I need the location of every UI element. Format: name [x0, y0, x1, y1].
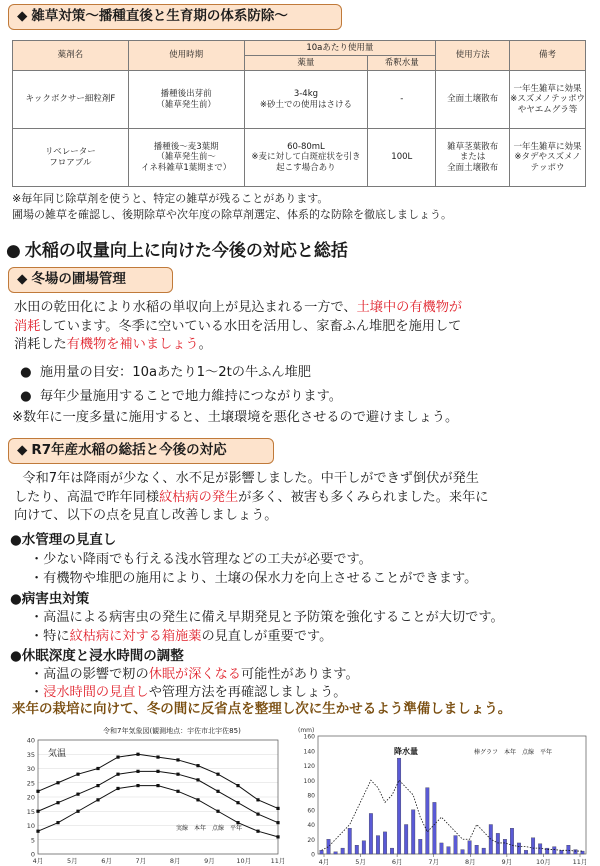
data-point — [276, 807, 279, 810]
section-title: R7年産水稲の総括と今後の対応 — [31, 442, 227, 458]
diamond-icon: ◆ — [17, 442, 28, 458]
x-tick-label: 8月 — [169, 857, 181, 865]
data-point — [216, 773, 219, 776]
rain-bar — [461, 850, 465, 854]
data-point — [276, 835, 279, 838]
y-tick-label: 80 — [307, 792, 315, 800]
section-header-summary — [8, 438, 274, 464]
rain-bar — [538, 844, 542, 854]
data-point — [136, 770, 139, 773]
y-tick-label: 20 — [26, 793, 35, 802]
x-tick-label: 10月 — [536, 858, 551, 866]
section-header-winter — [8, 267, 173, 293]
series-label: 気温 — [48, 749, 67, 759]
y-tick-label: 40 — [307, 822, 315, 829]
data-point — [36, 790, 39, 793]
section-title: 雑草対策～播種直後と生育期の体系防除～ — [31, 8, 288, 24]
x-tick-label: 5月 — [355, 858, 366, 866]
data-point — [56, 821, 59, 824]
bullet-dot-icon: ● — [20, 365, 32, 380]
x-tick-label: 7月 — [135, 857, 147, 865]
legend-label: 棒グラフ 本年 点線 平年 — [474, 749, 553, 756]
rain-bar — [503, 839, 507, 854]
y-tick-label: 5 — [30, 836, 35, 845]
x-tick-label: 5月 — [66, 857, 78, 865]
header-remarks: 備考 — [510, 41, 586, 71]
rain-bar — [468, 841, 472, 854]
header-water: 希釈水量 — [368, 56, 436, 71]
x-tick-label: 8月 — [464, 858, 476, 866]
cell-name: キックボクサー細粒剤F — [13, 71, 129, 129]
data-point — [236, 801, 239, 804]
cell-remarks: 一年生雑草に効果 ※スズメノテッポウ やヤエムグラ等 — [510, 71, 586, 129]
list-item: ・高温の影響で籾の休眠が深くなる可能性があります。 — [30, 667, 359, 682]
y-tick-label: 30 — [26, 765, 35, 773]
y-tick-label: 100 — [303, 777, 315, 785]
rain-bar — [390, 848, 394, 854]
cell-water: 100L — [368, 129, 436, 187]
rain-bar — [496, 833, 500, 854]
rain-bar — [419, 839, 423, 854]
section-header-weed — [8, 4, 342, 30]
cell-timing: 播種後出芽前 （雑草発生前） — [128, 71, 244, 129]
rain-bar — [404, 825, 408, 855]
y-tick-label: 25 — [26, 779, 35, 788]
subheading-pest: ●病害虫対策 — [10, 591, 90, 607]
x-tick-label: 9月 — [501, 858, 513, 866]
rain-bar — [433, 802, 437, 854]
data-point — [156, 756, 159, 759]
data-point — [256, 798, 259, 801]
y-tick-label: 60 — [307, 807, 315, 815]
table-row — [13, 71, 586, 129]
rain-bar — [560, 850, 564, 854]
bullet-item: ● 施用量の目安：10aあたり1～2tの牛ふん堆肥 — [20, 365, 311, 380]
rain-bar — [327, 839, 331, 854]
cell-chem: 3-4kg ※砂土での使用はさける — [244, 71, 368, 129]
data-point — [36, 810, 39, 813]
data-point — [236, 784, 239, 787]
rain-bar — [517, 843, 521, 854]
cell-method: 全面土壌散布 — [436, 71, 510, 129]
cell-remarks: 一年生雑草に効果 ※タデやスズメノ テッポウ — [510, 129, 586, 187]
table-row — [13, 129, 586, 187]
x-tick-label: 11月 — [270, 857, 286, 865]
rain-bar — [567, 845, 571, 854]
data-point — [196, 764, 199, 767]
y-tick-label: 140 — [303, 748, 315, 756]
data-point — [216, 810, 219, 813]
rain-bar — [362, 841, 366, 854]
cell-name: リベレーター フロアブル — [13, 129, 129, 187]
rain-bar — [440, 843, 444, 854]
cell-chem: 60-80mL ※麦に対して白斑症状を引き 起こす場合あり — [244, 129, 368, 187]
header-amount: 10aあたり使用量 — [244, 41, 436, 56]
y-tick-label: 120 — [303, 763, 315, 770]
section-title: 冬場の圃場管理 — [31, 271, 126, 287]
y-tick-label: 40 — [26, 736, 35, 745]
rain-bar — [341, 848, 345, 854]
data-point — [36, 830, 39, 833]
bullet-dot-icon: ● — [20, 389, 32, 404]
rain-bar — [510, 828, 514, 854]
subheading-water: ●水管理の見直し — [10, 532, 117, 548]
header-method: 使用方法 — [436, 41, 510, 71]
diamond-icon: ◆ — [17, 271, 28, 287]
series-label: 降水量 — [394, 747, 418, 756]
y-tick-label: 35 — [26, 750, 35, 759]
herbicide-table — [12, 40, 586, 187]
x-tick-label: 6月 — [101, 857, 112, 865]
rain-bar — [447, 847, 451, 854]
data-point — [116, 787, 119, 790]
temperature-chart-svg — [8, 722, 290, 866]
data-point — [176, 758, 179, 761]
rain-bar — [397, 758, 401, 854]
rain-bar — [348, 828, 352, 854]
unit-label: (mm) — [298, 727, 315, 734]
note-line: ※毎年同じ除草剤を使うと、特定の雑草が残ることがあります。 — [12, 192, 329, 205]
data-point — [76, 793, 79, 796]
data-point — [216, 790, 219, 793]
rain-bar — [581, 851, 585, 854]
rain-bar — [531, 838, 535, 854]
header-chem: 薬量 — [244, 56, 368, 71]
data-point — [236, 821, 239, 824]
series-line — [38, 754, 278, 808]
data-point — [256, 813, 259, 816]
x-tick-label: 6月 — [391, 858, 403, 866]
y-tick-label: 0 — [311, 851, 315, 859]
rain-bar — [553, 847, 557, 854]
cell-water: - — [368, 71, 436, 129]
data-point — [136, 784, 139, 787]
rain-bar — [482, 848, 486, 854]
data-point — [176, 790, 179, 793]
x-tick-label: 4月 — [32, 857, 44, 865]
note-line: ※数年に一度多量に施用すると、土壌環境を悪化させるので避けましょう。 — [12, 410, 459, 425]
list-item: ・浸水時間の見直しや管理方法を再確認しましょう。 — [30, 685, 347, 700]
rain-bar — [524, 850, 528, 854]
x-tick-label: 11月 — [572, 858, 588, 866]
rain-bar — [475, 845, 479, 854]
diamond-icon: ◆ — [17, 8, 28, 24]
y-tick-label: 20 — [307, 836, 315, 844]
data-point — [176, 773, 179, 776]
rain-bar — [454, 836, 458, 854]
rainfall-chart-svg — [296, 722, 592, 866]
list-item: ・有機物や堆肥の施用により、土壌の保水力を向上させることができます。 — [30, 571, 478, 586]
bullet-item: ● 毎年少量施用することで地力維持につながります。 — [20, 389, 342, 404]
x-tick-label: 7月 — [428, 858, 440, 866]
header-timing: 使用時期 — [128, 41, 244, 71]
rain-bar — [334, 852, 338, 854]
data-point — [96, 784, 99, 787]
data-point — [76, 773, 79, 776]
data-point — [156, 770, 159, 773]
rain-bar — [320, 850, 324, 854]
data-point — [196, 798, 199, 801]
data-point — [96, 798, 99, 801]
list-item: ・高温による病害虫の発生に備え早期発見と予防策を強化することが大切です。 — [30, 610, 504, 625]
y-tick-label: 160 — [303, 733, 315, 741]
data-point — [136, 753, 139, 756]
x-tick-label: 9月 — [204, 857, 215, 865]
data-point — [276, 821, 279, 824]
rain-bar — [383, 832, 387, 854]
bullet-dot-icon: ● — [6, 241, 21, 261]
data-point — [116, 756, 119, 759]
cell-method: 雑草茎葉散布 または 全面土壌散布 — [436, 129, 510, 187]
x-tick-label: 4月 — [318, 858, 330, 866]
x-tick-label: 10月 — [236, 857, 252, 865]
rain-bar — [489, 825, 493, 855]
note-line: 圃場の雑草を確認し、後期除草や次年度の除草剤選定、体系的な防除を徹底しましょう。 — [12, 208, 452, 221]
data-point — [196, 778, 199, 781]
cell-timing: 播種後～麦3葉期 （雑草発生前～ イネ科雑草1葉期まで） — [128, 129, 244, 187]
rain-bar — [574, 850, 578, 854]
closing-statement: 来年の栽培に向けて、冬の間に反省点を整理し次に生かせるよう準備しましょう。 — [12, 701, 512, 717]
temperature-chart — [8, 722, 290, 866]
chart-title: 令和7年気象図(観測地点：宇佐市北宇佐85) — [103, 727, 241, 735]
main-title: ● 水稲の収量向上に向けた今後の対応と総括 — [6, 241, 348, 261]
data-point — [76, 810, 79, 813]
rain-bar — [376, 836, 380, 854]
data-point — [256, 830, 259, 833]
rain-bar — [355, 845, 359, 854]
header-name: 薬剤名 — [13, 41, 129, 71]
data-point — [56, 781, 59, 784]
data-point — [96, 767, 99, 770]
paragraph: 令和7年は降雨が少なく、水不足が影響しました。中干しができず倒伏が発生 したり、高温で昨年同様紋枯病の発生が多く、被害も多くみられました。来年に 向けて、以下の点を見直し改善しましょう。 — [14, 471, 489, 523]
y-tick-label: 15 — [26, 807, 35, 816]
normal-line — [322, 780, 583, 851]
legend-label: 実線 本年 点線 平年 — [176, 825, 243, 832]
data-point — [116, 773, 119, 776]
paragraph: 水田の乾田化により水稲の単収向上が見込まれる一方で、土壌中の有機物が 消耗しています。冬季に空いている水田を活用し、家畜ふん堆肥を施用して 消耗した有機物を補いましょう。 — [14, 300, 463, 352]
list-item: ・特に紋枯病に対する箱施薬の見直しが重要です。 — [30, 629, 333, 644]
rain-bar — [426, 788, 430, 854]
rain-bar — [411, 810, 415, 854]
y-tick-label: 0 — [30, 850, 35, 859]
rain-bar — [369, 813, 373, 854]
data-point — [56, 801, 59, 804]
data-point — [156, 784, 159, 787]
subheading-dormancy: ●休眠深度と浸水時間の調整 — [10, 648, 184, 664]
rainfall-chart — [296, 722, 592, 866]
y-tick-label: 10 — [26, 822, 35, 830]
list-item: ・少ない降雨でも行える浅水管理などの工夫が必要です。 — [30, 552, 372, 567]
